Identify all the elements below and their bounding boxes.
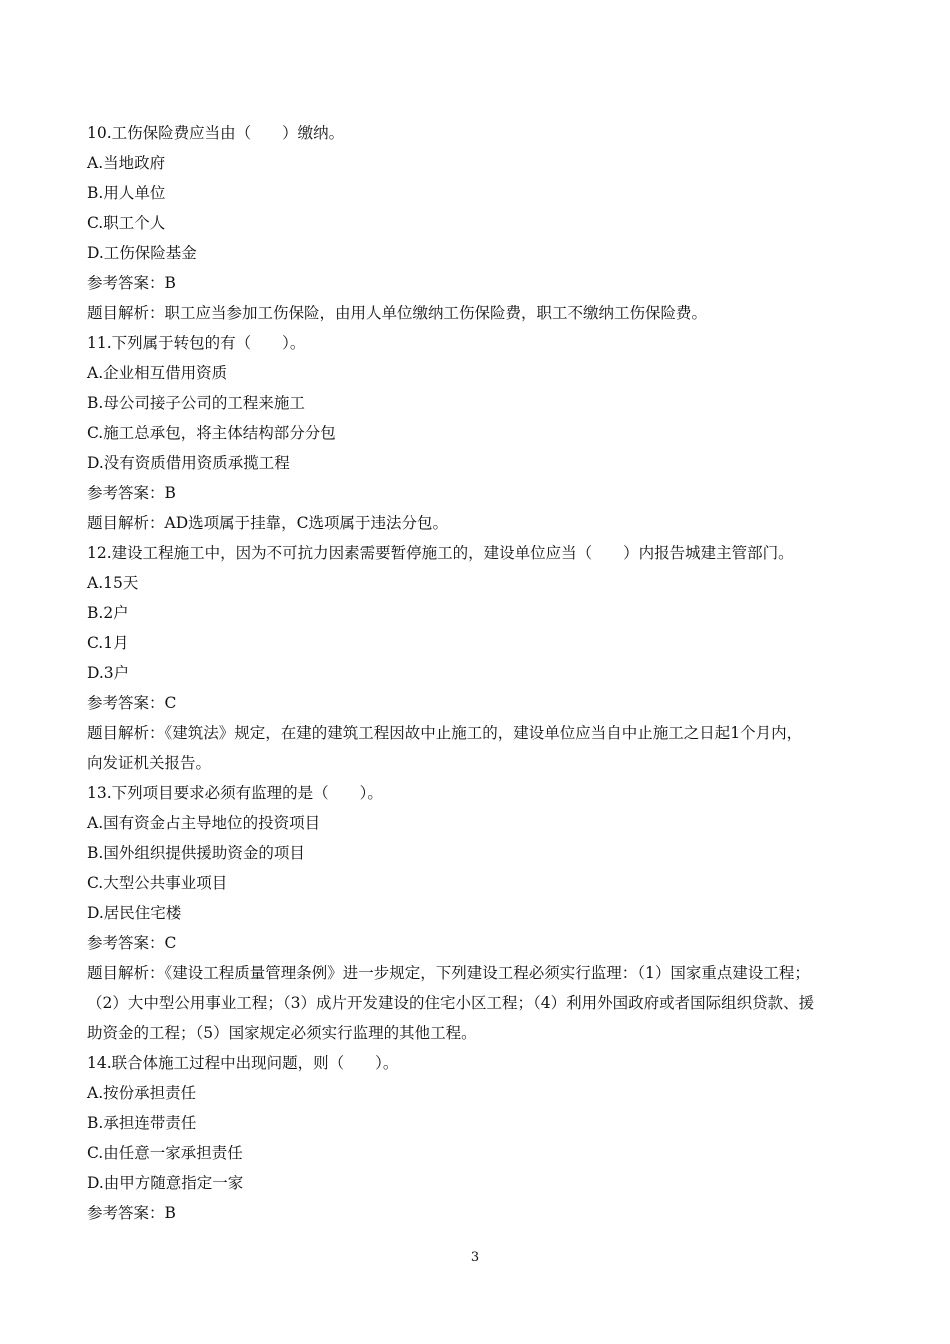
- analysis-line: 题目解析：职工应当参加工伤保险，由用人单位缴纳工伤保险费，职工不缴纳工伤保险费。: [87, 304, 708, 322]
- reference-answer: 参考答案：B: [87, 484, 176, 502]
- question-stem: 10.工伤保险费应当由（ ）缴纳。: [87, 124, 345, 142]
- analysis-line: 向发证机关报告。: [87, 754, 212, 772]
- option-c: C.1月: [87, 634, 129, 652]
- analysis-line: 题目解析：AD选项属于挂靠，C选项属于违法分包。: [87, 514, 448, 532]
- reference-answer: 参考答案：C: [87, 934, 177, 952]
- option-b: B.国外组织提供援助资金的项目: [87, 844, 305, 862]
- option-b: B.用人单位: [87, 184, 166, 202]
- option-a: A.当地政府: [87, 154, 166, 172]
- question-stem: 12.建设工程施工中，因为不可抗力因素需要暂停施工的，建设单位应当（ ）内报告城建主管部门。: [87, 544, 794, 562]
- question-12: [87, 538, 867, 778]
- option-d: D.居民住宅楼: [87, 904, 182, 922]
- analysis-line: 题目解析：《建筑法》规定，在建的建筑工程因故中止施工的，建设单位应当自中止施工之日起1个月内，: [87, 724, 803, 742]
- question-10: [87, 118, 867, 328]
- option-c: C.职工个人: [87, 214, 166, 232]
- option-a: A.15天: [87, 574, 139, 592]
- question-11: [87, 328, 867, 538]
- analysis-line: （2）大中型公用事业工程；（3）成片开发建设的住宅小区工程；（4）利用外国政府或者国际组织贷款、援: [87, 994, 815, 1012]
- option-c: C.由任意一家承担责任: [87, 1144, 243, 1162]
- analysis-line: 助资金的工程；（5）国家规定必须实行监理的其他工程。: [87, 1024, 477, 1042]
- question-stem: 14.联合体施工过程中出现问题，则（ ）。: [87, 1054, 399, 1072]
- analysis-line: 题目解析：《建设工程质量管理条例》进一步规定，下列建设工程必须实行监理：（1）国家重点建设工程；: [87, 964, 810, 982]
- option-d: D.3户: [87, 664, 130, 682]
- question-stem: 13.下列项目要求必须有监理的是（ ）。: [87, 784, 383, 802]
- document-body: [87, 118, 867, 1228]
- option-b: B.2户: [87, 604, 129, 622]
- option-b: B.母公司接子公司的工程来施工: [87, 394, 305, 412]
- page-number: 3: [470, 1250, 480, 1265]
- option-c: C.施工总承包，将主体结构部分分包: [87, 424, 336, 442]
- option-a: A.按份承担责任: [87, 1084, 197, 1102]
- option-a: A.企业相互借用资质: [87, 364, 228, 382]
- option-b: B.承担连带责任: [87, 1114, 197, 1132]
- option-d: D.由甲方随意指定一家: [87, 1174, 244, 1192]
- reference-answer: 参考答案：B: [87, 1204, 176, 1222]
- option-a: A.国有资金占主导地位的投资项目: [87, 814, 321, 832]
- reference-answer: 参考答案：C: [87, 694, 177, 712]
- option-d: D.工伤保险基金: [87, 244, 197, 262]
- question-stem: 11.下列属于转包的有（ ）。: [87, 334, 306, 352]
- option-d: D.没有资质借用资质承揽工程: [87, 454, 290, 472]
- question-14: [87, 1048, 867, 1228]
- question-13: [87, 778, 867, 1048]
- reference-answer: 参考答案：B: [87, 274, 176, 292]
- option-c: C.大型公共事业项目: [87, 874, 228, 892]
